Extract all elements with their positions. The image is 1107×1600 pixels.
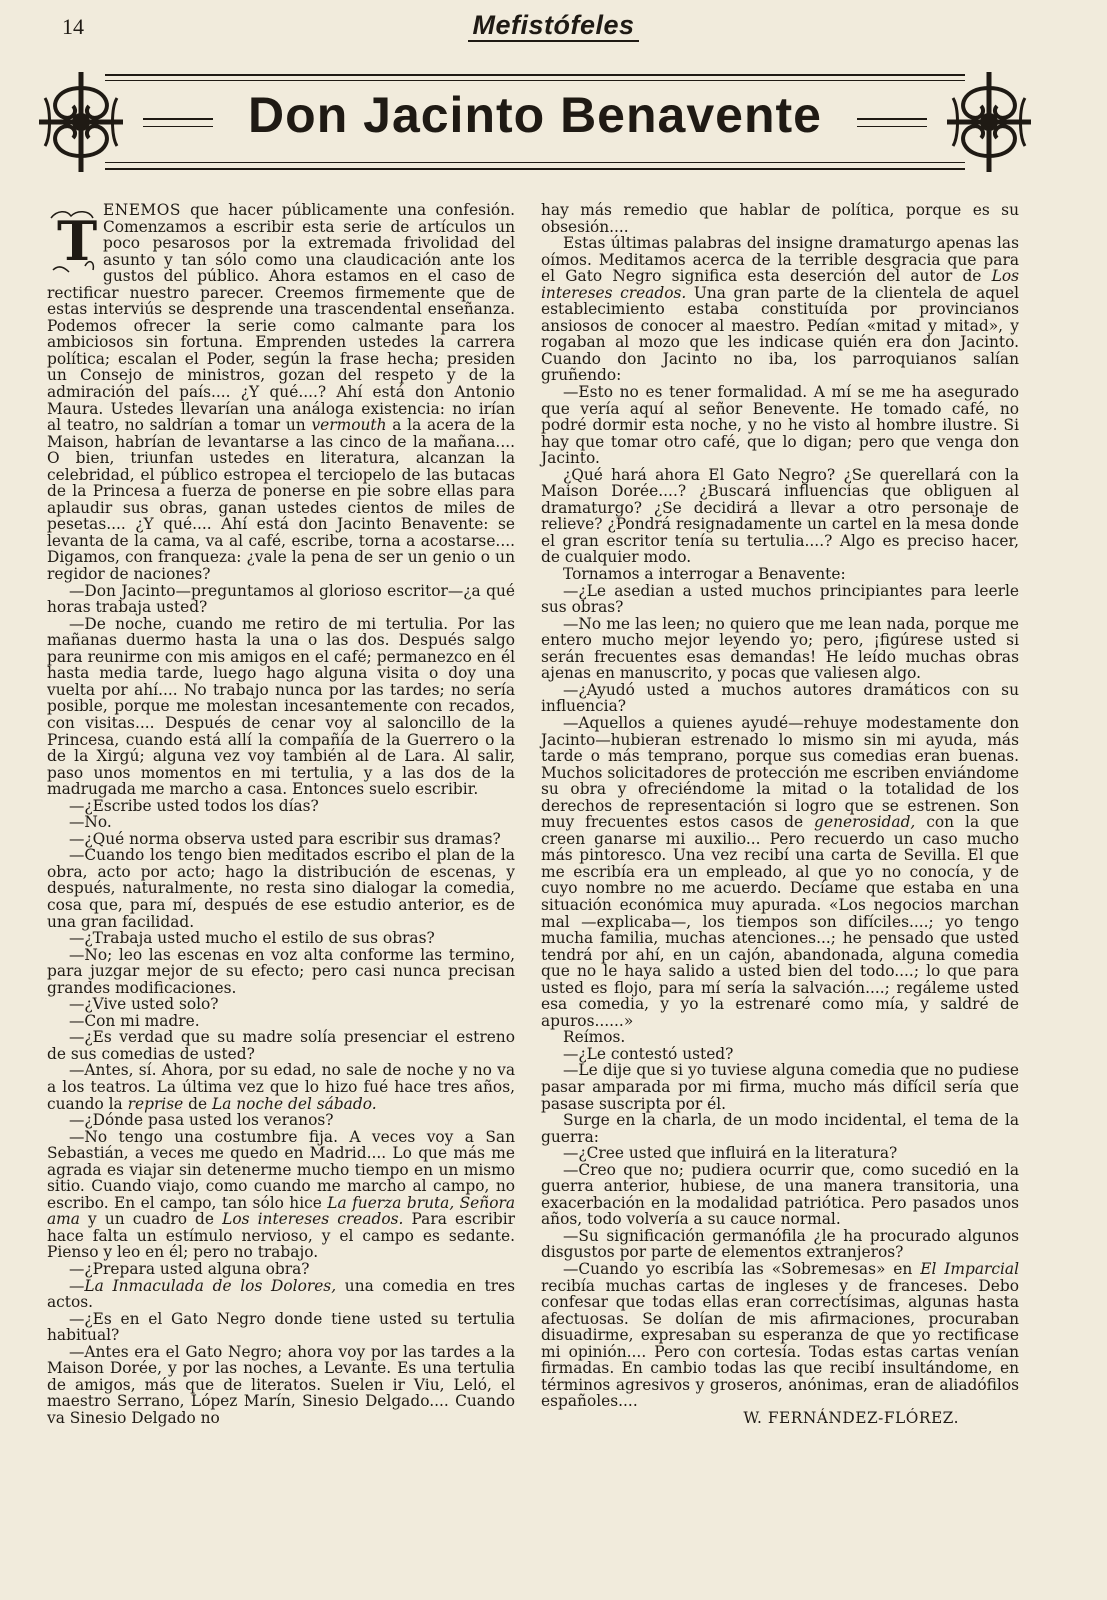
paragraph: —De noche, cuando me retiro de mi tertulia. Por las mañanas duermo hasta la una o las dos. Después salgo para reunirme con mis amigos en el café; permanezco en él hasta media tarde, luego hago alguna visita o doy una vuelta por ahí.... No trabajo nunca por las tardes; no sería posible, porque me molestan incesantemente con recados, con visitas.... Después de cenar voy al saloncillo de la Princesa, cuando está allí la compañía de la Guerrero o la de la Xirgú; alguna vez voy también al de Lara. Al salir, paso unos momentos en mi tertulia, y a las dos de la madrugada me marcho a casa. Entonces suelo escribir. [47,614,515,799]
paragraph: —¿Es verdad que su madre solía presenciar el estreno de sus comedias de usted? [47,1028,515,1063]
paragraph: —¿Qué norma observa usted para escribir sus dramas? [69,829,501,848]
right-ornament-icon [943,68,1035,176]
paragraph: —La Inmaculada de los Dolores, una comedia en tres actos. [47,1276,515,1312]
paragraph: Surge en la charla, de un modo incidental, el tema de la guerra: [541,1111,1019,1146]
author-signature: W. FERNÁNDEZ-FLÓREZ. [743,1408,959,1427]
paragraph: —Esto no es tener formalidad. A mí se me ha asegurado que vería aquí al señor Benevente. He tomado café, no podré dormir esta noche, y no he visto al hombre ilustre. Si hay que tomar otro café, que lo digan; pero que venga don Jacinto. [541,383,1019,468]
paragraph: Estas últimas palabras del insigne dramaturgo apenas las oímos. Meditamos acerca de la terrible desgracia que para el Gato Negro significa esta deserción del autor de Los intereses creados. Una gran parte de la clientela de aquel establecimiento estaba constituída por provincianos ansiosos de conocer al maestro. Pedían «mitad y mitad», y rogaban al mozo que les indicase quién era don Jacinto. Cuando don Jacinto no iba, los parroquianos salían gruñendo: [541,234,1019,385]
paragraph: —¿Cree usted que influirá en la literatura? [563,1144,898,1163]
paragraph: —No tengo una costumbre fija. A veces voy a San Sebastián, a veces me quedo en Madrid.... Lo que más me agrada es viajar sin detenerme mucho tiempo en un mismo sitio. Cuando viajo, como cuando me marcho al campo, no escribo. En el campo, tan sólo hice La fuerza bruta, Señora ama y un cuadro de Los intereses creados. Para escribir hace falta un estímulo nervioso, y el campo es sedante. Pienso y leo en él; pero no trabajo. [47,1127,516,1262]
paragraph: —¿Escribe usted todos los días? [69,796,319,815]
left-column [47,202,515,1426]
paragraph: —No. [69,813,112,832]
paragraph: —Su significación germanófila ¿le ha procurado algunos disgustos por parte de elementos extranjeros? [541,1226,1019,1262]
right-column [541,202,1019,1426]
paragraph: hay más remedio que hablar de política, porque es su obsesión.... [541,201,1019,236]
paragraph: —¿Es en el Gato Negro donde tiene usted su tertulia habitual? [47,1309,515,1345]
paragraph: —¿Le contestó usted? [563,1044,734,1063]
paragraph: —Con mi madre. [69,1011,200,1030]
paragraph: —Creo que no; pudiera ocurrir que, como sucedió en la guerra anterior, hubiese, de una manera transitoria, una exacerbación en la modalidad patriótica. Pero pasados unos años, todo volvería a su cauce normal. [541,1160,1019,1229]
paragraph: —¿Ayudó usted a muchos autores dramáticos con su influencia? [541,680,1019,716]
paragraph: ¿Qué hará ahora El Gato Negro? ¿Se querellará con la Maison Dorée....? ¿Buscará influencias que obliguen al dramaturgo? ¿Se decidirá a llevar a otro personaje de relieve? ¿Pondrá resignadamente un cartel en la mesa donde el gran escritor tenía su tertulia....? Algo es preciso hacer, de cualquier modo. [541,465,1019,567]
paragraph: Reímos. [563,1028,626,1047]
paragraph: —Cuando yo escribía las «Sobremesas» en El Imparcial recibía muchas cartas de ingleses y de franceses. Debo confesar que todas ellas eran correctísimas, algunas hasta afectuosas. Se dolían de mis afirmaciones, procuraban disuadirme, expresaban su esperanza de que yo rectificase mi opinión.... Pero con cortesía. Todas estas cartas venían firmadas. En cambio todas las que recibí insultándome, en términos agresivos y groseros, anónimas, eran de aliadófilos españoles.... [541,1260,1020,1411]
paragraph: —No; leo las escenas en voz alta conforme las termino, para juzgar mejor de su efecto; pero casi nunca precisan grandes modificaciones. [47,945,515,997]
paragraph: T ENEMOS que hacer públicamente una confesión. Comenzamos a escribir esta serie de artículos un poco pesarosos por la extremada frivolidad del asunto y tan sólo como una claudicación ante los gustos del público. Ahora estamos en el caso de rectificar nuestro parecer. Creemos firmemente que de estas interviús se desprende una trascendental enseñanza. Podemos ofrecer la serie como calmante para los ambiciosos sin fortuna. Emprenden ustedes la carrera política; escalan el Poder, según la frase hecha; presiden un Consejo de ministros, gozan del respeto y de la admiración del país.... ¿Y qué....? Ahí está don Antonio Maura. Ustedes llevarían una análoga existencia: no irían al teatro, no saldrían a tomar un vermouth a la acera de la Maison, habrían de levantarse a las cinco de la mañana.... O bien, triunfan ustedes en literatura, alcanzan la celebridad, el público estropea el terciopelo de las butacas de la Princesa a fuerza de ponerse en pie sobre ellas para aplaudir sus obras, ganan ustedes cientos de miles de pesetas.... ¿Y qué.... Ahí está don Jacinto Benavente: se levanta de la cama, va al café, escribe, torna a acostarse.... Digamos, con franqueza: ¿vale la pena de ser un genio o un regidor de naciones? [47,201,515,584]
paragraph: —¿Prepara usted alguna obra? [69,1260,310,1278]
paragraph: —Antes, sí. Ahora, por su edad, no sale de noche y no va a los teatros. La última vez que lo hizo fué hace tres años, cuando la reprise de La noche del sábado. [47,1061,515,1113]
paragraph: —¿Trabaja usted mucho el estilo de sus obras? [69,929,435,948]
drop-cap: T [47,208,97,276]
paragraph: —¿Dónde pasa usted los veranos? [69,1111,334,1130]
paragraph: —Aquellos a quienes ayudé—rehuye modestamente don Jacinto—hubieran estrenado lo mismo sin mi ayuda, más tarde o más temprano, porque sus comedias eran buenas. Muchos solicitadores de protección me escriben enviándome su obra y ofreciéndome la mitad o la totalidad de los derechos de representación si logro que se estrenen. Son muy frecuentes estos casos de generosidad, con la que creen ganarse mi auxilio... Pero recuerdo un caso mucho más pintoresco. Una vez recibí una carta de Sevilla. El que me escribía era un empleado, al que yo no conocía, y de cuyo nombre no me acuerdo. Decíame que estaba en una situación económica muy apurada. «Los negocios marchan mal —explicaba—, los tiempos son difíciles....; yo tengo mucha familia, muchas atenciones...; he pensado que usted tendrá por ahí, en un cajón, abandonada, alguna comedia que no le haya salido a usted bien del todo....; lo que para usted es flojo, para mí sería la salvación....; regáleme usted esa comedia, y yo la estrenaré como mía, y saldré de apuros......» [541,713,1019,1030]
paragraph: —Cuando los tengo bien meditados escribo el plan de la obra, acto por acto; hago la distribución de escenas, y después, naturalmente, no resta sino dialogar la comedia, cosa que, para mí, después de ese estudio anterior, es de una gran facilidad. [47,846,515,931]
paragraph: —No me las leen; no quiero que me lean nada, porque me entero mucho mejor leyendo yo; pero, ¡figúrese usted si serán frecuentes esas demandas! He leído muchas obras ajenas en manuscrito, y pocas que valiesen algo. [541,614,1019,683]
paragraph: Tornamos a interrogar a Benavente: [563,565,846,584]
page-number: 14 [62,14,84,39]
paragraph: —¿Le asedian a usted muchos principiantes para leerle sus obras? [541,581,1019,617]
title-banner [35,68,1035,176]
paragraph: —Don Jacinto—preguntamos al glorioso escritor—¿a qué horas trabaja usted? [47,581,515,617]
paragraph: —Le dije que si yo tuviese alguna comedia que no pudiese pasar amparada por mi firma, mucho más difícil sería que pasase suscripta por él. [541,1061,1019,1113]
article-title: Don Jacinto Benavente [248,87,822,143]
magazine-title: Mefistófeles [0,10,1107,41]
paragraph: —Antes era el Gato Negro; ahora voy por las tardes a la Maison Dorée, y por las noches, a Levante. Es una tertulia de amigos, más que de literatos. Suelen ir Viu, Leló, el maestro Serrano, López Marín, Sinesio Delgado.... Cuando va Sinesio Delgado no [47,1342,515,1427]
paragraph: —¿Vive usted solo? [69,995,219,1014]
